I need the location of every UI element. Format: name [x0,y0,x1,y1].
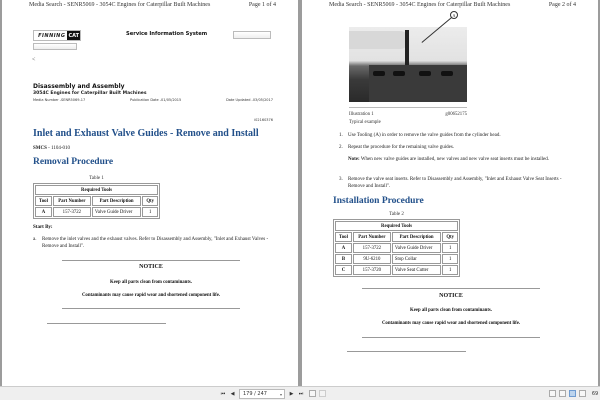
smcs-code: SMCS - 1104-010 [33,146,71,151]
media-number: Media Number -SENR5069-17 [33,98,86,102]
illustration-label: Illustration 1 [349,112,374,117]
step-2: 2. Repeat the procedure for the remaining valve guides. [339,145,455,150]
page-number: Page 1 of 4 [248,2,276,8]
running-header-title: Media Search - SENR5069 - 3054C Engines for Caterpillar Built Machines [29,2,211,8]
table-2-caption: Table 2 [389,212,404,217]
illustration-rule [349,107,467,108]
last-page-icon: ⏭ [298,391,304,397]
two-page-view-button[interactable] [569,390,576,397]
first-page-icon: ⏮ [220,391,226,397]
first-page-button[interactable] [219,390,227,398]
system-title: Service Information System [126,31,208,37]
system-dropdown[interactable] [233,31,271,39]
footer-rule [47,323,166,324]
col-part-number: Part Number [53,196,91,206]
illustration-caption: Typical example [349,120,381,125]
col-qty: Qty [442,232,458,242]
cat-logo-mark: CAT [68,32,79,39]
copy-page-button[interactable] [309,390,316,397]
document-type: Disassembly and Assembly [33,83,125,90]
step-3: 3. Remove the valve seat inserts. Refer to Disassembly and Assembly, "Inlet and Exhaust Valve Seat Inserts - Remove and Install". [339,177,562,189]
zoom-level[interactable]: 69 [591,391,599,397]
running-header-title: Media Search - SENR5069 - 3054C Engines for Caterpillar Built Machines [329,2,511,8]
removal-heading: Removal Procedure [33,157,114,167]
step-1: 1. Use Tooling (A) in order to remove the valve guides from the cylinder head. [339,133,501,138]
prev-page-button[interactable] [229,390,236,398]
illustration-caption-row [349,112,467,117]
brand-logo [33,30,81,41]
publication-date: Publication Date -01/05/2015 [130,98,182,102]
running-header [29,2,276,8]
notice-line-2: Contaminants may cause rapid wear and shortened component life. [81,293,221,298]
callout-a: A [450,11,458,19]
notice-line-1: Keep all parts clean from contaminants. [110,280,192,285]
notice-rule-bottom [362,337,540,338]
table-row: C 157-3720 Valve Seat Cutter 1 [335,265,458,275]
paste-page-button[interactable] [319,390,326,397]
notice-line-2: Contaminants may cause rapid wear and shortened component life. [381,321,521,326]
col-tool: Tool [335,232,352,242]
table-title: Required Tools [35,185,158,195]
notice-rule-bottom [62,308,240,309]
notice-title: NOTICE [439,293,463,299]
footer-rule [347,351,466,352]
table-row: A 157-3722 Valve Guide Driver 1 [335,243,458,253]
finning-logo-text: FINNING [38,32,66,39]
required-tools-table-1 [33,183,160,219]
step-a: a. Remove the inlet valves and the exhaust valves. Refer to Disassembly and Assembly, "Inlet and Exhaust Valves - Remove and Install". [33,237,269,249]
col-part-description: Part Description [392,232,442,242]
page-1 [2,0,298,386]
chevron-down-icon[interactable]: ▾ [279,391,282,397]
col-qty: Qty [142,196,158,206]
page-number-input[interactable] [239,389,285,399]
navigation-toolbar [0,386,600,400]
page-2 [302,0,598,386]
table-row: B 9U-6210 Stop Collar 1 [335,254,458,264]
notice-rule-top [362,288,540,289]
notice-title: NOTICE [139,264,163,270]
table-1-caption: Table 1 [89,176,104,181]
next-page-button[interactable] [288,390,295,398]
note: Note: When new valve guides are installed, new valves and new valve seat inserts must be installed. [348,157,549,162]
next-page-icon: ▶ [289,391,294,397]
graphic-id: g00652175 [445,112,467,117]
page-title: Inlet and Exhaust Valve Guides - Remove and Install [33,128,259,139]
back-link[interactable]: < [32,57,36,63]
running-header [329,2,576,8]
installation-heading: Installation Procedure [333,196,424,206]
document-id: i02160376 [254,118,273,122]
table-row: A 157-3722 Valve Guide Driver 1 [35,207,158,217]
notice-line-1: Keep all parts clean from contaminants. [410,308,492,313]
notice-rule-top [62,260,240,261]
document-subtitle: 3054C Engines for Caterpillar Built Machines [33,91,147,96]
step-a-text: Remove the inlet valves and the exhaust valves. Refer to Disassembly and Assembly, "Inlet and Exhaust Valves - Remove and Install". [42,237,269,249]
continuous-view-button[interactable] [559,390,566,397]
page-number-value: 179 / 247 [243,391,267,397]
table-title: Required Tools [335,221,458,231]
single-page-view-button[interactable] [549,390,556,397]
start-by-label: Start By: [33,225,53,230]
prev-page-icon: ◀ [230,391,235,397]
col-tool: Tool [35,196,52,206]
document-meta [33,98,273,102]
col-part-description: Part Description [92,196,142,206]
two-page-continuous-button[interactable] [579,390,586,397]
last-page-button[interactable] [297,390,305,398]
page-number: Page 2 of 4 [548,2,576,8]
brand-dropdown[interactable] [33,43,77,50]
col-part-number: Part Number [353,232,391,242]
date-updated: Date Updated -03/05/2017 [226,98,273,102]
illustration-image [349,27,467,102]
required-tools-table-2 [333,219,460,277]
